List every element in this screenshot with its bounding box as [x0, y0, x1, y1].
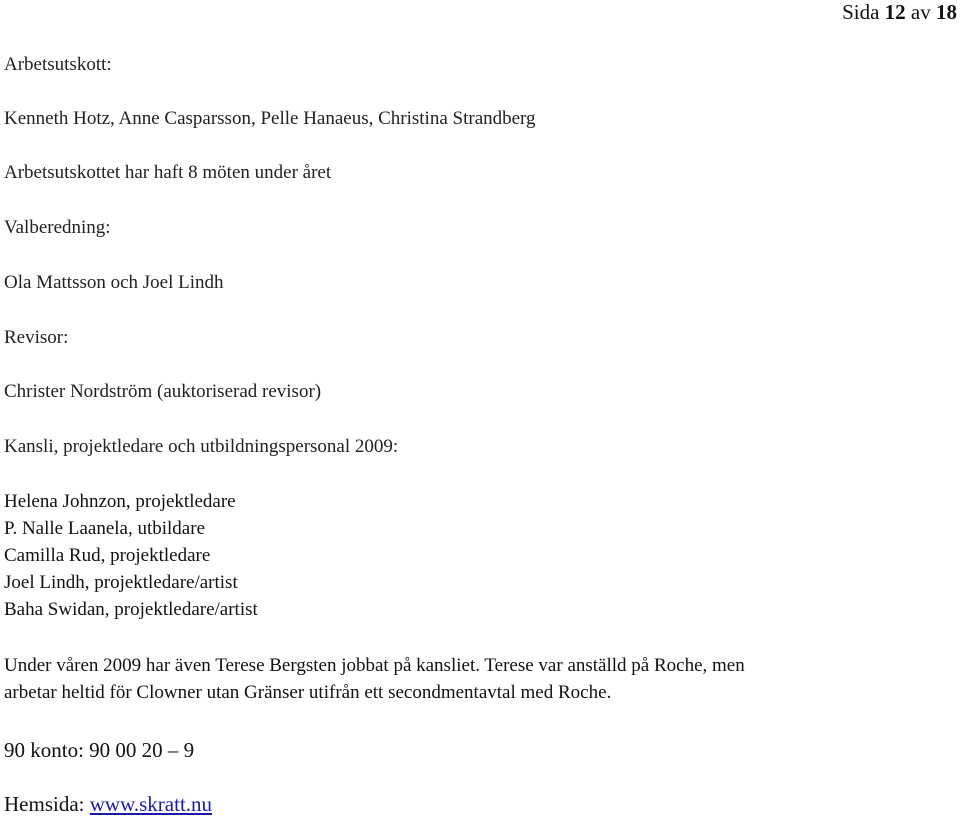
arbetsutskott-members: Kenneth Hotz, Anne Casparsson, Pelle Hanaeus, Christina Strandberg	[4, 108, 536, 129]
note-line-2: arbetar heltid för Clowner utan Gränser utifrån ett secondmentavtal med Roche.	[4, 682, 612, 703]
staff-list-item: Joel Lindh, projektledare/artist	[4, 572, 238, 593]
staff-list-item: Baha Swidan, projektledare/artist	[4, 599, 258, 620]
page-prefix: Sida	[842, 0, 885, 24]
revisor-heading: Revisor:	[4, 327, 69, 348]
page-number	[842, 0, 957, 24]
staff-list-item: Helena Johnzon, projektledare	[4, 491, 236, 512]
kansli-heading: Kansli, projektledare och utbildningspersonal 2009:	[4, 436, 399, 457]
hemsida-label: Hemsida:	[4, 792, 90, 816]
valberedning-members: Ola Mattsson och Joel Lindh	[4, 272, 224, 293]
arbetsutskott-meetings: Arbetsutskottet har haft 8 möten under året	[4, 162, 332, 183]
konto-number: 90 konto: 90 00 20 – 9	[4, 738, 195, 762]
arbetsutskott-heading: Arbetsutskott:	[4, 54, 112, 75]
staff-list-item: Camilla Rud, projektledare	[4, 545, 211, 566]
page-current: 12	[884, 0, 906, 24]
hemsida-link[interactable]: www.skratt.nu	[89, 792, 213, 816]
revisor-name: Christer Nordström (auktoriserad revisor)	[4, 381, 322, 402]
page-total: 18	[936, 0, 957, 24]
staff-list-item: P. Nalle Laanela, utbildare	[4, 518, 206, 539]
hemsida-line	[4, 792, 212, 816]
valberedning-heading: Valberedning:	[4, 217, 111, 238]
page-separator: av	[905, 0, 936, 24]
note-line-1: Under våren 2009 har även Terese Bergsten jobbat på kansliet. Terese var anställd på Roche, men	[4, 655, 745, 676]
